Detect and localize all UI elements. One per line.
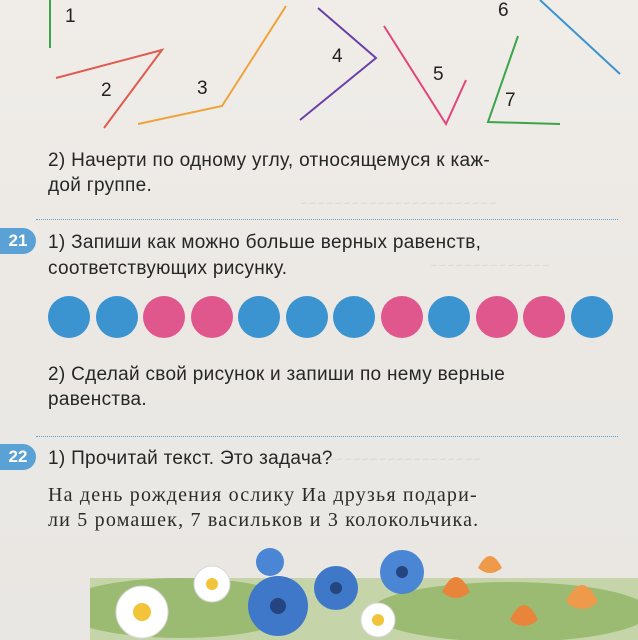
circle-blue <box>428 296 470 338</box>
circle-pink <box>476 296 518 338</box>
circle-pink <box>523 296 565 338</box>
task21-divider <box>36 219 618 220</box>
cornflower-icon <box>380 550 424 594</box>
cornflower-icon <box>248 576 308 636</box>
angle-label-5: 5 <box>433 64 444 85</box>
task21-part2-line2: равенства. <box>48 389 148 410</box>
circle-pink <box>143 296 185 338</box>
angle-label-2: 2 <box>101 80 112 101</box>
task22-number-badge: 22 <box>0 444 36 470</box>
circle-blue <box>333 296 375 338</box>
daisy-icon <box>116 586 168 638</box>
circle-pink <box>381 296 423 338</box>
daisy-icon <box>194 566 230 602</box>
circle-blue <box>96 296 138 338</box>
angle-label-7: 7 <box>505 90 516 111</box>
task21-part2-line1: 2) Сделай свой рисунок и запиши по нему верные <box>48 364 506 385</box>
cornflower-icon <box>314 566 358 610</box>
task21-part1-line2: соответствующих рисунку. <box>48 258 288 279</box>
task20-part2-line2: дой группе. <box>48 175 153 196</box>
angle-label-4: 4 <box>332 46 343 67</box>
show-through-text: ~~~~~~~~~~~~~~~~~~~~~~~ <box>300 196 498 211</box>
angle-3 <box>138 6 286 124</box>
show-through-text: ~~~~~~~~~~~~~~ <box>430 258 551 273</box>
show-through-text: ~~~~~~~~~~~~~~~~~~~~ <box>310 452 482 467</box>
circle-blue <box>286 296 328 338</box>
circle-blue <box>571 296 613 338</box>
angle-figures <box>0 0 638 140</box>
angle-label-3: 3 <box>197 78 208 99</box>
circle-blue <box>48 296 90 338</box>
angle-5 <box>384 26 466 124</box>
task21-part1-line1: 1) Запиши как можно больше верных равенств, <box>48 232 482 253</box>
task22-story-line1: На день рождения ослику Иа друзья подари- <box>48 484 478 506</box>
angle-label-6: 6 <box>498 0 509 21</box>
angle-label-1: 1 <box>65 6 76 27</box>
task20-part2-line1: 2) Начерти по одному углу, относящемуся к каж- <box>48 150 491 171</box>
daisy-icon <box>361 603 395 637</box>
task22-part1: 1) Прочитай текст. Это задача? <box>48 448 333 469</box>
circle-pink <box>191 296 233 338</box>
flowers-illustration <box>90 548 638 640</box>
angle-7 <box>488 36 560 124</box>
cornflower-icon <box>256 548 284 576</box>
circles-row <box>48 296 618 340</box>
angle-6-ray <box>540 0 620 74</box>
task22-divider <box>36 436 618 437</box>
circle-blue <box>238 296 280 338</box>
task22-story-line2: ли 5 ромашек, 7 васильков и 3 колокольчика. <box>48 509 480 531</box>
task21-number-badge: 21 <box>0 228 36 254</box>
